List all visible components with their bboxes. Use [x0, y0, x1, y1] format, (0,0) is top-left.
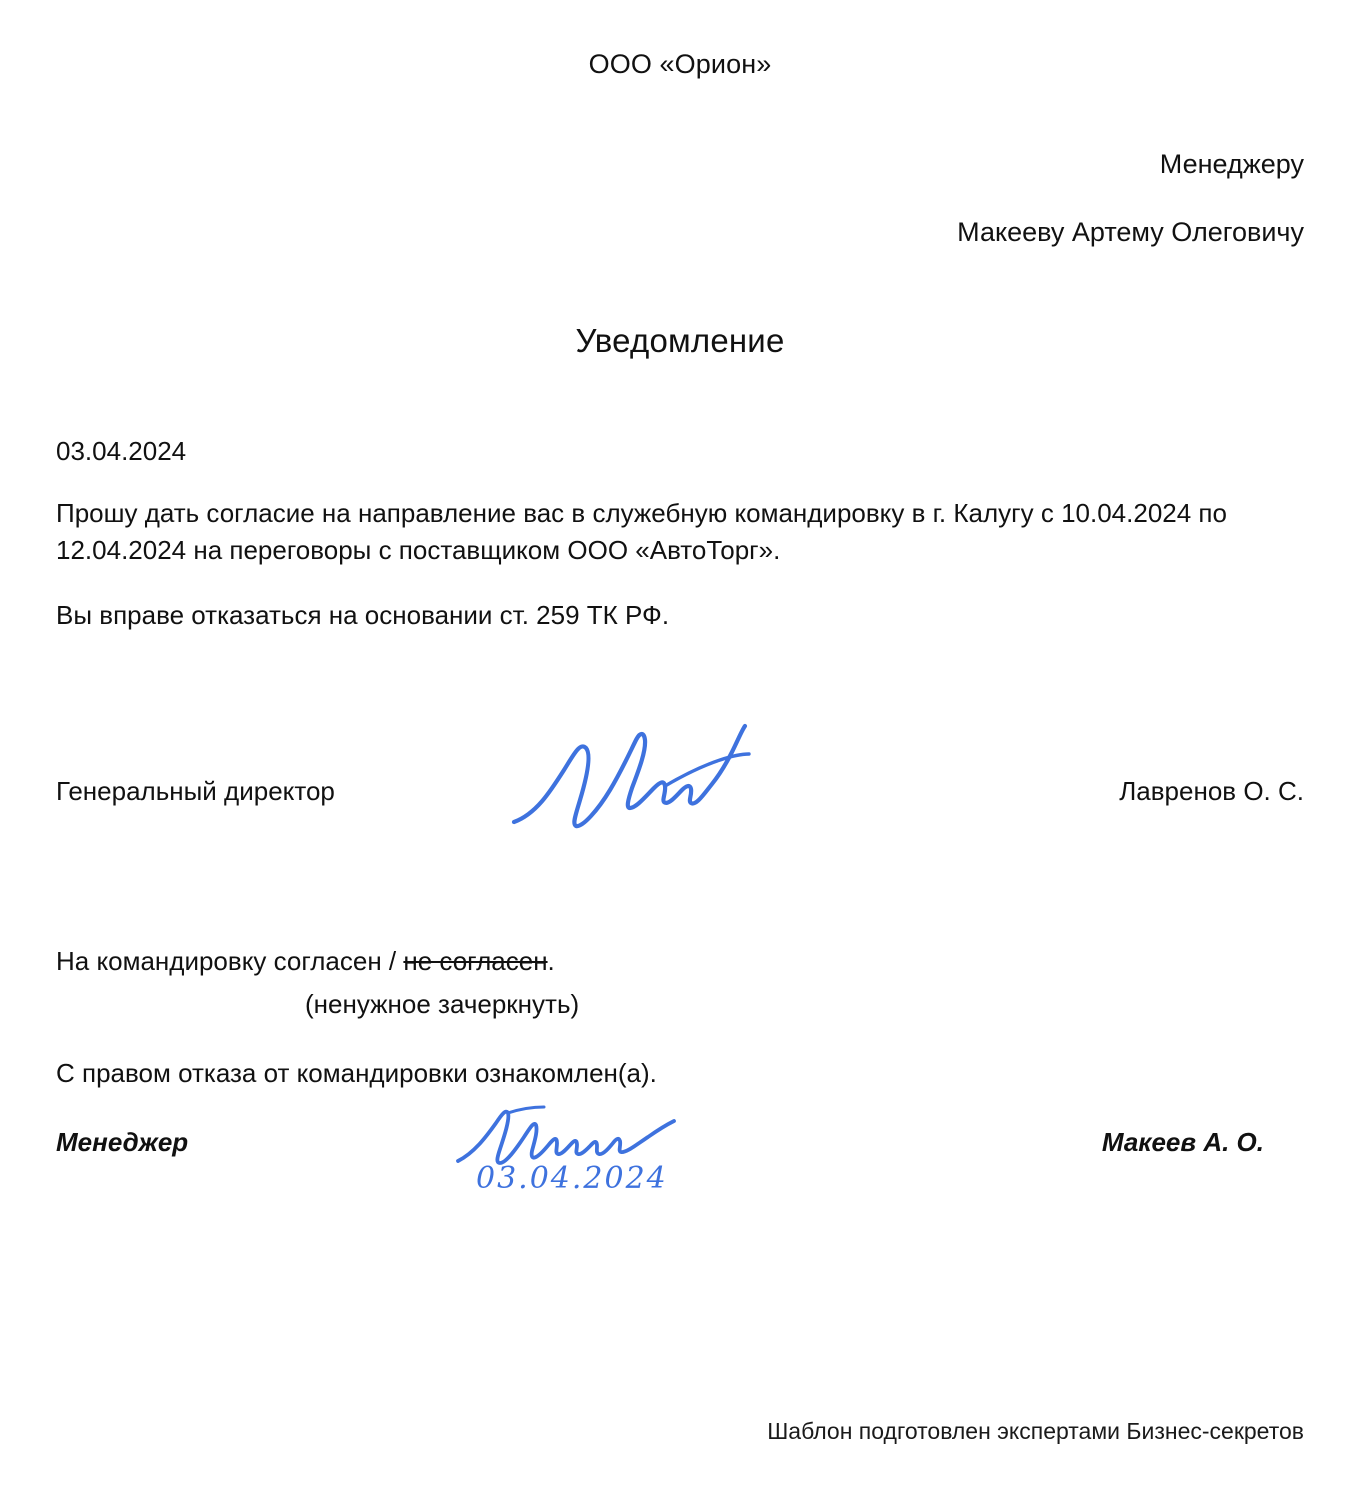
addressee-role: Менеджеру — [1159, 149, 1304, 180]
addressee-name: Макееву Артему Олеговичу — [957, 217, 1304, 248]
director-signature-row — [56, 718, 1304, 838]
employee-signature-row — [56, 1113, 1304, 1223]
footer-note: Шаблон подготовлен экспертами Бизнес-секретов — [767, 1418, 1304, 1444]
addressee-block — [56, 148, 1304, 250]
employee-role: Менеджер — [56, 1126, 189, 1157]
director-name: Лавренов О. С. — [1119, 775, 1304, 806]
body-paragraph-refusal-right: Вы вправе отказаться на основании ст. 259 ТК РФ. — [56, 599, 670, 630]
acknowledgement-line: С правом отказа от командировки ознакомлен(а). — [56, 1057, 657, 1088]
employee-name: Макеев А. О. — [1101, 1126, 1264, 1157]
consent-line — [56, 946, 1304, 977]
director-role: Генеральный директор — [56, 775, 335, 806]
consent-text-period: . — [547, 945, 555, 976]
document-title: Уведомление — [575, 321, 785, 359]
body-paragraph-request: Прошу дать согласие на направление вас в служебную командировку в г. Калугу с 10.04.2024 по 12.04.2024 на переговоры с поставщиком ООО «АвтоТорг». — [56, 497, 1227, 565]
consent-text-struck: не согласен — [403, 945, 548, 976]
document-date: 03.04.2024 — [56, 435, 187, 466]
employee-handwritten-date: 03.04.2024 — [476, 1160, 668, 1196]
consent-text-agree: На командировку согласен / — [56, 945, 404, 976]
director-signature-icon — [506, 718, 766, 838]
organization-name: ООО «Орион» — [588, 49, 772, 79]
consent-note: (ненужное зачеркнуть) — [305, 988, 580, 1019]
